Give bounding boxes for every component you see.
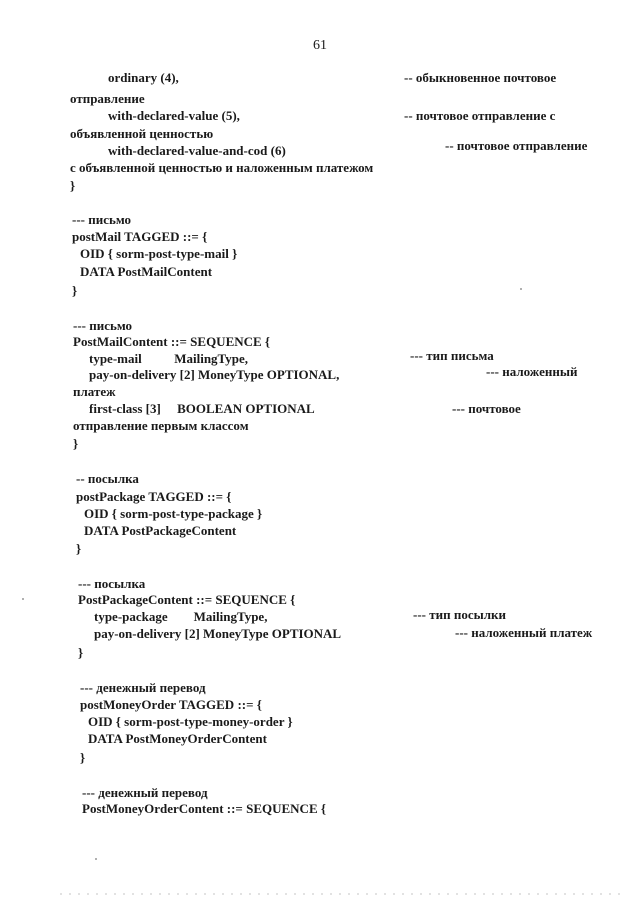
code-line: with-declared-value-and-cod (6) [108,143,286,158]
code-line: pay-on-delivery [2] MoneyType OPTIONAL [94,626,342,641]
code-comment: --- тип посылки [413,607,507,622]
code-comment: --- почтовое [452,401,521,416]
code-line: } [78,645,84,660]
code-line: -- посылка [76,471,139,486]
code-line: pay-on-delivery [2] MoneyType OPTIONAL, [89,367,340,382]
code-comment: --- тип письма [410,348,494,363]
code-line: PostMailContent ::= SEQUENCE { [73,334,271,349]
code-line: объявленной ценностью [70,126,214,141]
code-line: } [76,541,82,556]
code-comment: -- почтовое отправление с [404,108,556,123]
code-line: } [72,283,78,298]
code-line: PostMoneyOrderContent ::= SEQUENCE { [82,801,326,816]
code-line: postMail TAGGED ::= { [72,229,208,244]
scan-edge-noise [60,893,620,895]
code-line: --- письмо [73,318,133,333]
code-line: postMoneyOrder TAGGED ::= { [80,697,262,712]
code-line: OID { sorm-post-type-package } [84,506,263,521]
code-line: --- посылка [78,576,146,591]
code-line: платеж [73,384,116,399]
code-comment: --- наложенный [486,364,578,379]
code-line: } [73,436,79,451]
code-line: отправление первым классом [73,418,249,433]
code-line: type-mail MailingType, [89,351,249,366]
scan-speck [22,598,24,600]
code-comment: -- обыкновенное почтовое [404,70,557,85]
scan-speck [520,288,522,290]
code-line: OID { sorm-post-type-money-order } [88,714,293,729]
scan-speck [95,858,97,860]
code-comment: --- наложенный платеж [455,625,593,640]
code-line: --- денежный перевод [80,680,206,695]
code-line: PostPackageContent ::= SEQUENCE { [78,592,296,607]
code-line: with-declared-value (5), [108,108,240,123]
code-line: DATA PostMoneyOrderContent [88,731,267,746]
code-line: } [70,178,76,193]
code-line: DATA PostPackageContent [84,523,237,538]
code-line: } [80,750,86,765]
code-line: first-class [3] BOOLEAN OPTIONAL [89,401,315,416]
code-line: отправление [70,91,145,106]
code-line: с объявленной ценностью и наложенным платежом [70,160,374,175]
code-comment: -- почтовое отправление [445,138,588,153]
code-line: postPackage TAGGED ::= { [76,489,232,504]
code-line: --- денежный перевод [82,785,208,800]
page-number: 61 [313,38,327,53]
code-line: OID { sorm-post-type-mail } [80,246,238,261]
code-line: type-package MailingType, [94,609,268,624]
code-line: --- письмо [72,212,132,227]
code-line: ordinary (4), [108,70,179,85]
code-line: DATA PostMailContent [80,264,213,279]
